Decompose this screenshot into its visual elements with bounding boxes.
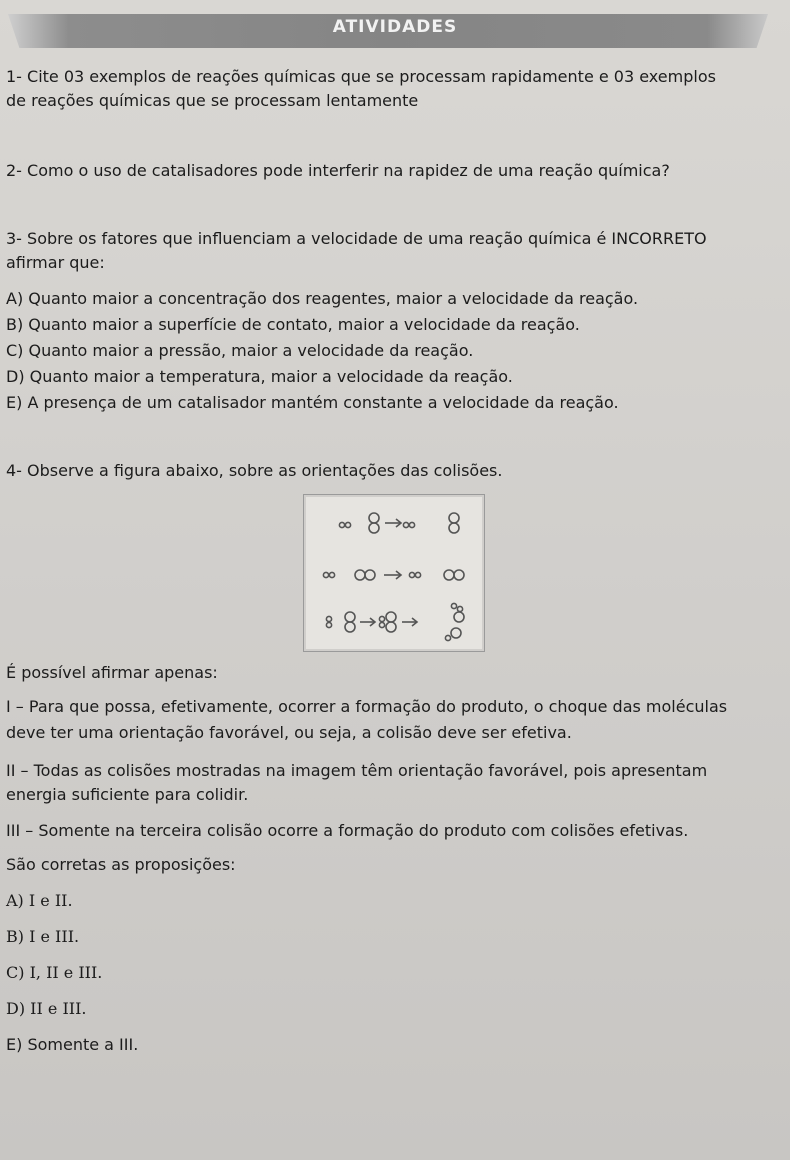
collision-row-3 [326, 603, 464, 640]
question-4-option-a: A) I e II. [6, 891, 73, 910]
question-3-line-2: afirmar que: [6, 253, 105, 272]
question-1-line-2: de reações químicas que se processam lentamente [6, 91, 419, 110]
question-1-line-1: 1- Cite 03 exemplos de reações químicas que se processam rapidamente e 03 exemplos [6, 67, 716, 86]
statement-1-line-2: deve ter uma orientação favorável, ou seja, a colisão deve ser efetiva. [6, 723, 572, 742]
collision-row-1 [339, 513, 459, 533]
page-title: ATIVIDADES [332, 17, 458, 37]
statement-1-line-1: I – Para que possa, efetivamente, ocorrer a formação do produto, o choque das moléculas [6, 697, 728, 716]
molecule-collision-diagram-icon [303, 494, 485, 652]
collision-row-2 [323, 570, 464, 580]
question-4-conclusion: São corretas as proposições: [6, 855, 236, 874]
question-3-option-e: E) A presença de um catalisador mantém constante a velocidade da reação. [6, 393, 619, 412]
question-3-option-b: B) Quanto maior a superfície de contato, maior a velocidade da reação. [6, 315, 580, 334]
question-4-option-c: C) I, II e III. [6, 963, 103, 982]
question-4-prompt: É possível afirmar apenas: [6, 663, 218, 682]
collision-figure-svg [304, 495, 484, 651]
question-4-line-1: 4- Observe a figura abaixo, sobre as orientações das colisões. [6, 461, 503, 480]
statement-2-line-2: energia suficiente para colidir. [6, 785, 249, 804]
question-3-line-1: 3- Sobre os fatores que influenciam a velocidade de uma reação química é INCORRETO [6, 229, 707, 248]
statement-2-line-1: II – Todas as colisões mostradas na imagem têm orientação favorável, pois apresentam [6, 761, 708, 780]
question-4-option-b: B) I e III. [6, 927, 80, 946]
statement-3: III – Somente na terceira colisão ocorre a formação do produto com colisões efetivas. [6, 821, 689, 840]
question-2-line-1: 2- Como o uso de catalisadores pode interferir na rapidez de uma reação química? [6, 161, 670, 180]
question-3-option-a: A) Quanto maior a concentração dos reagentes, maior a velocidade da reação. [6, 289, 639, 308]
question-4-option-e: E) Somente a III. [6, 1035, 139, 1054]
question-3-option-d: D) Quanto maior a temperatura, maior a velocidade da reação. [6, 367, 513, 386]
question-4-option-d: D) II e III. [6, 999, 87, 1018]
question-3-option-c: C) Quanto maior a pressão, maior a velocidade da reação. [6, 341, 474, 360]
